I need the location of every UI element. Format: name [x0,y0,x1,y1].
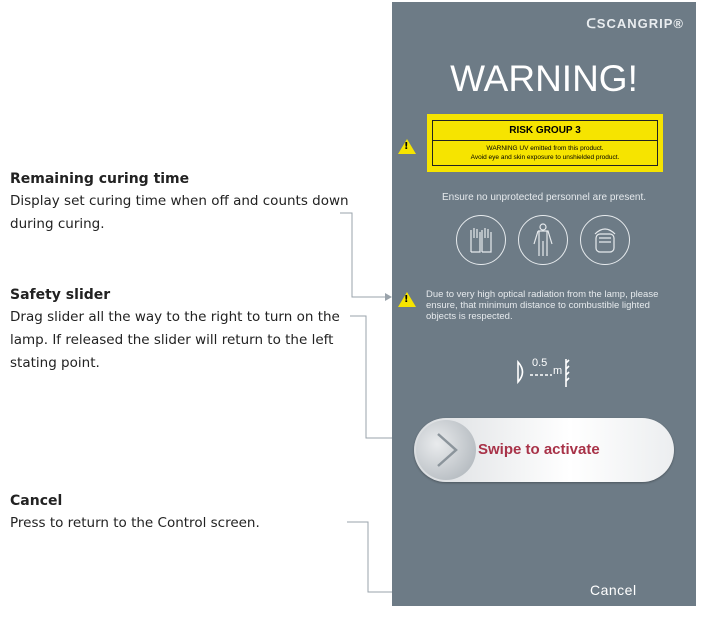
protective-suit-icon [518,215,568,265]
annotation-remaining-curing-time [10,170,382,236]
risk-group-title: RISK GROUP 3 [433,121,657,141]
slider-knob[interactable] [416,420,476,480]
safety-slider[interactable] [414,418,674,482]
risk-group-label [427,114,663,172]
scangrip-logo: ᑕSCANGRIP® [586,16,684,31]
annotation-text: Display set curing time when off and counts down during curing. [10,193,349,232]
annotation-cancel [10,492,382,535]
annotation-text: Drag slider all the way to the right to turn on the lamp. If released the slider will return to the left stating point. [10,309,340,371]
risk-warning-line2: Avoid eye and skin exposure to unshielded product. [470,154,620,161]
warning-icon: ! [398,139,416,154]
gloves-icon [456,215,506,265]
radiation-notice: Due to very high optical radiation from the lamp, please ensure, that minimum distance to combustible lighted objects is respected. [426,289,659,322]
minimum-distance [512,355,572,389]
face-shield-icon [580,215,630,265]
risk-warning-text [433,141,657,162]
annotation-title: Cancel [10,493,63,509]
risk-warning-line1: WARNING UV emitted from this product. [486,145,604,152]
annotation-safety-slider [10,286,382,375]
ensure-personnel-text: Ensure no unprotected personnel are present. [441,192,647,203]
annotation-text: Press to return to the Control screen. [10,515,260,531]
cancel-button[interactable]: Cancel [590,582,637,598]
chevron-right-icon [416,420,476,480]
distance-unit: m [553,365,563,377]
annotation-title: Remaining curing time [10,171,190,187]
warning-icon: ! [398,292,416,307]
slider-label: Swipe to activate [478,441,600,458]
warning-screen [392,2,696,606]
page-title: WARNING! [450,58,638,99]
distance-value: 0.5 [532,357,548,369]
annotation-title: Safety slider [10,287,111,303]
